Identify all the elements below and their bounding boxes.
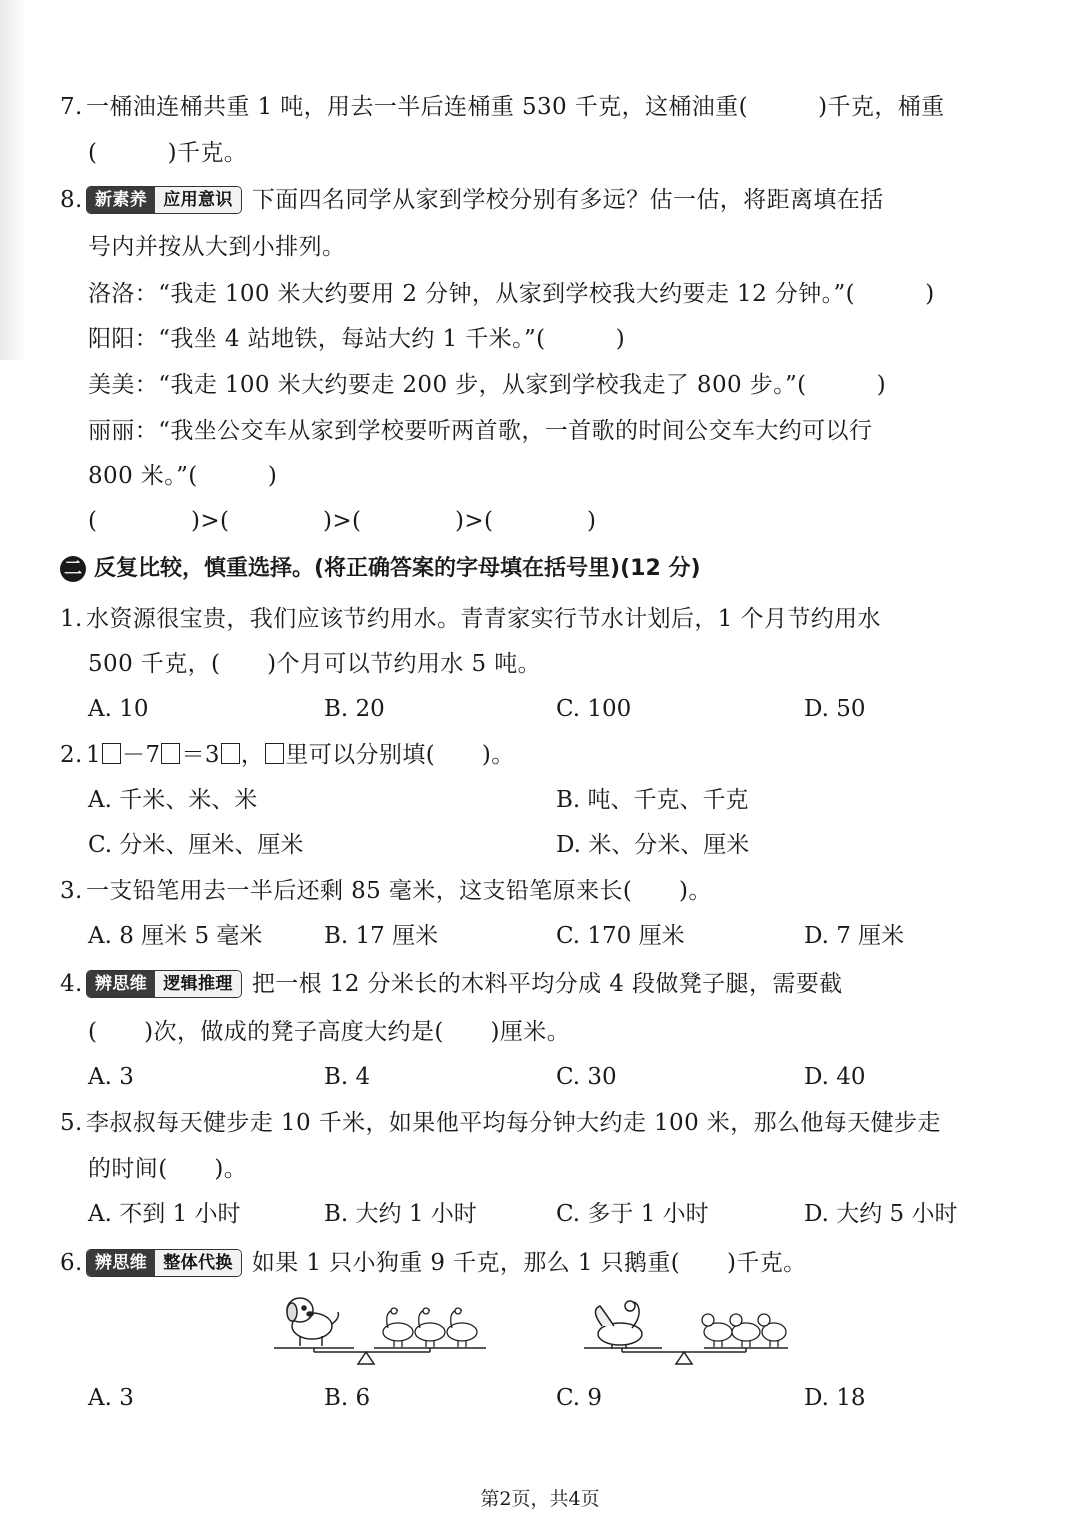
s4-option-d: D. 40 [804, 1064, 866, 1090]
q8-meimei: 美美：“我走 100 米大约要走 200 步，从家到学校我走了 800 步。”( ) [88, 372, 887, 398]
s3-number: 3. [60, 878, 83, 904]
s6-line1 [60, 1248, 807, 1278]
s1-line2: 500 千克，( )个月可以节约用水 5 吨。 [88, 651, 542, 677]
s4-option-b: B. 4 [324, 1064, 371, 1090]
s2-option-b: B. 吨、千克、千克 [556, 787, 749, 813]
q8-lili-line1: 丽丽：“我坐公交车从家到学校要听两首歌，一首歌的时间公交车大约可以行 [88, 418, 873, 444]
q7-line1 [60, 92, 945, 122]
s6-tag-light: 整体代换 [155, 1250, 241, 1276]
s4-text1: 把一根 12 分米长的木料平均分成 4 段做凳子腿，需要截 [251, 971, 843, 997]
balance-beam-icon [274, 1348, 486, 1364]
s2-option-d: D. 米、分米、厘米 [556, 832, 750, 858]
balance-scale-goose-chickens [580, 1296, 792, 1368]
s1-option-b: B. 20 [324, 696, 385, 722]
q7-text1: 一桶油连桶共重 1 吨，用去一半后连桶重 530 千克，这桶油重( )千克，桶重 [86, 94, 945, 120]
s1-number: 1. [60, 606, 83, 632]
s6-tag [86, 1249, 242, 1277]
s4-line2: ( )次，做成的凳子高度大约是( )厘米。 [88, 1019, 571, 1045]
q8-lili-line2: 800 米。”( ) [88, 463, 278, 489]
s3-option-b: B. 17 厘米 [324, 923, 439, 949]
q8-text1: 下面四名同学从家到学校分别有多远？估一估，将距离填在括 [251, 187, 884, 213]
dog-icon [287, 1298, 338, 1346]
balance-beam-icon [584, 1348, 788, 1364]
goose-group-icon [383, 1308, 477, 1347]
q8-yangyang: 阳阳：“我坐 4 站地铁，每站大约 1 千米。”( ) [88, 326, 626, 352]
s5-option-d: D. 大约 5 小时 [804, 1201, 958, 1227]
s2-option-a: A. 千米、米、米 [88, 787, 258, 813]
s5-number: 5. [60, 1110, 83, 1136]
s4-number: 4. [60, 971, 83, 997]
q7-number: 7. [60, 94, 83, 120]
s3-text1: 一支铅笔用去一半后还剩 85 毫米，这支铅笔原来长( )。 [86, 878, 712, 904]
s6-option-d: D. 18 [804, 1385, 866, 1411]
balance-scale-dog-geese [270, 1296, 492, 1368]
s6-option-c: C. 9 [556, 1385, 603, 1411]
q8-tag-light: 应用意识 [155, 187, 241, 213]
s2-number: 2. [60, 742, 83, 768]
q8-number: 8. [60, 187, 83, 213]
chicken-group-icon [702, 1314, 786, 1347]
s1-option-d: D. 50 [804, 696, 866, 722]
q8-line2: 号内并按从大到小排列。 [88, 234, 346, 260]
q7-line2: ( )千克。 [88, 140, 248, 166]
section-number-icon: 二 [60, 556, 86, 582]
s5-line1 [60, 1108, 941, 1138]
s3-line1 [60, 876, 712, 906]
s4-tag-light: 逻辑推理 [155, 971, 241, 997]
s5-text1: 李叔叔每天健步走 10 千米，如果他平均每分钟大约走 100 米，那么他每天健步走 [86, 1110, 941, 1136]
section-2-title: 反复比较，慎重选择。(将正确答案的字母填在括号里)(12 分) [94, 556, 701, 581]
q8-order-blanks: ( )>( )>( )>( ) [88, 508, 597, 534]
section-2-heading [60, 554, 701, 584]
s1-text1: 水资源很宝贵，我们应该节约用水。青青家实行节水计划后，1 个月节约用水 [86, 606, 881, 632]
s1-option-c: C. 100 [556, 696, 632, 722]
page-footer: 第2页，共4页 [480, 1488, 600, 1510]
s4-tag [86, 970, 242, 998]
s6-option-b: B. 6 [324, 1385, 371, 1411]
s4-tag-dark: 辨思维 [87, 971, 155, 997]
s1-line1 [60, 604, 881, 634]
s5-option-b: B. 大约 1 小时 [324, 1201, 477, 1227]
s2-part2: －7 [122, 742, 161, 768]
s2-part1: 1 [86, 742, 102, 768]
s5-line2: 的时间( )。 [88, 1156, 248, 1182]
s2-part4: ， [240, 742, 265, 768]
s1-option-a: A. 10 [88, 696, 149, 722]
s6-option-a: A. 3 [88, 1385, 134, 1411]
blank-square-icon [161, 743, 180, 764]
q8-luoluo: 洛洛：“我走 100 米大约要用 2 分钟，从家到学校我大约要走 12 分钟。”( ) [88, 281, 935, 307]
q8-tag-dark: 新素养 [87, 187, 155, 213]
s5-option-c: C. 多于 1 小时 [556, 1201, 709, 1227]
s6-tag-dark: 辨思维 [87, 1250, 155, 1276]
s6-text1: 如果 1 只小狗重 9 千克，那么 1 只鹅重( )千克。 [251, 1250, 807, 1276]
s4-option-a: A. 3 [88, 1064, 134, 1090]
s3-option-c: C. 170 厘米 [556, 923, 685, 949]
s4-option-c: C. 30 [556, 1064, 617, 1090]
q8-tag [86, 186, 242, 214]
s3-option-d: D. 7 厘米 [804, 923, 905, 949]
s2-part5: 里可以分别填( )。 [285, 742, 515, 768]
s3-option-a: A. 8 厘米 5 毫米 [88, 923, 263, 949]
s5-option-a: A. 不到 1 小时 [88, 1201, 241, 1227]
s2-option-c: C. 分米、厘米、厘米 [88, 832, 304, 858]
q8-line1 [60, 185, 884, 215]
blank-square-icon [102, 743, 121, 764]
s2-part3: ＝3 [181, 742, 220, 768]
s2-line1 [60, 740, 515, 770]
blank-square-icon [265, 743, 284, 764]
goose-icon [595, 1301, 642, 1349]
s4-line1 [60, 969, 843, 999]
s6-number: 6. [60, 1250, 83, 1276]
blank-square-icon [221, 743, 240, 764]
